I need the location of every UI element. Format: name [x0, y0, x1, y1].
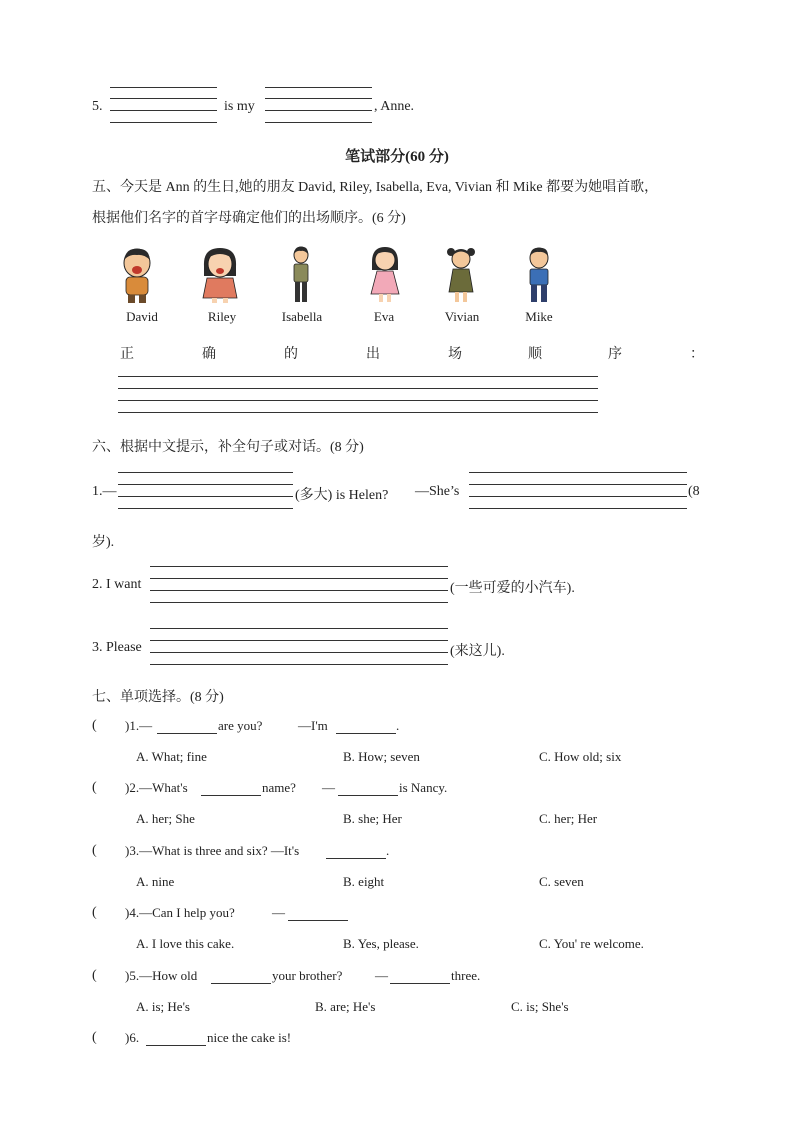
answer-line — [118, 472, 293, 473]
answer-line — [150, 590, 448, 591]
answer-line — [150, 640, 448, 641]
answer-paren-open: ( — [92, 843, 97, 858]
order-label-char: 确 — [202, 347, 216, 362]
part6-q1-end: (8 — [688, 484, 700, 499]
part7-title: 七、单项选择。(8 分) — [92, 690, 224, 705]
mc-option: C. seven — [539, 874, 584, 889]
answer-line — [150, 652, 448, 653]
blank-line — [211, 983, 271, 984]
mc-q5-stem-d: three. — [451, 968, 481, 983]
part6-q1-hint: (多大) is Helen? — [295, 488, 389, 503]
blank-line — [338, 795, 398, 796]
kid-name: David — [126, 309, 158, 324]
answer-line — [469, 484, 687, 485]
mc-q2-stem-d: is Nancy. — [399, 780, 448, 795]
mc-option: B. she; Her — [343, 811, 402, 826]
mc-option: C. How old; six — [539, 749, 622, 764]
answer-line — [469, 496, 687, 497]
answer-line — [110, 122, 217, 123]
mc-option: B. Yes, please. — [343, 936, 419, 951]
answer-line — [265, 122, 372, 123]
answer-line — [118, 412, 598, 413]
mc-option: A. What; fine — [136, 749, 207, 764]
mc-q1-stem-a: )1.— — [125, 718, 153, 733]
kid-name: Eva — [373, 309, 395, 324]
order-label-char: 顺 — [528, 347, 542, 362]
order-label-char: 正 — [120, 347, 134, 362]
order-label-char: 的 — [284, 347, 298, 362]
part6-q2-prefix: 2. I want — [92, 577, 142, 592]
mc-q6-stem-a: )6. — [125, 1030, 140, 1045]
mc-q1-stem-d: . — [396, 718, 400, 733]
order-label-char: ： — [690, 347, 704, 362]
answer-paren-open: ( — [92, 1030, 97, 1045]
mc-option: A. is; He's — [136, 999, 190, 1014]
boy-mike-illustration — [525, 246, 553, 304]
kid-name: Mike — [525, 309, 553, 324]
q5-mid-text: is my — [224, 99, 255, 114]
mc-option: A. her; She — [136, 811, 195, 826]
mc-q3-stem-a: )3.—What is three and six? —It's — [125, 843, 300, 858]
answer-line — [469, 472, 687, 473]
kid-name: Riley — [207, 309, 237, 324]
answer-line — [150, 664, 448, 665]
blank-line — [288, 920, 348, 921]
boy-david-illustration — [116, 246, 158, 304]
answer-line — [118, 376, 598, 377]
mc-q2-stem-b: name? — [262, 780, 296, 795]
blank-line — [326, 858, 386, 859]
answer-paren-open: ( — [92, 718, 97, 733]
answer-line — [110, 110, 217, 111]
answer-line — [118, 508, 293, 509]
blank-line — [146, 1045, 206, 1046]
order-label-char: 出 — [366, 347, 380, 362]
mc-q3-stem-d: . — [386, 843, 390, 858]
mc-q4-stem-c: — — [272, 905, 285, 920]
mc-q1-stem-b: are you? — [218, 718, 263, 733]
part6-title: 六、根据中文提示，补全句子或对话。(8 分) — [92, 440, 364, 455]
answer-line — [265, 110, 372, 111]
mc-option: C. is; She's — [511, 999, 569, 1014]
answer-line — [150, 566, 448, 567]
answer-line — [118, 388, 598, 389]
kid-name: Isabella — [281, 309, 323, 324]
girl-eva-illustration — [368, 246, 402, 304]
mc-q1-stem-c: —I'm — [298, 718, 328, 733]
blank-line — [390, 983, 450, 984]
answer-paren-open: ( — [92, 905, 97, 920]
girl-riley-illustration — [199, 246, 241, 304]
kid-name: Vivian — [444, 309, 480, 324]
answer-line — [265, 98, 372, 99]
blank-line — [336, 733, 396, 734]
mc-option: C. You' re welcome. — [539, 936, 644, 951]
answer-line — [118, 400, 598, 401]
answer-line — [150, 628, 448, 629]
question-number: 5. — [92, 99, 103, 114]
answer-paren-open: ( — [92, 780, 97, 795]
part5-title-line2: 根据他们名字的首字母确定他们的出场顺序。(6 分) — [92, 211, 406, 226]
mc-q2-stem-c: — — [322, 780, 335, 795]
girl-vivian-illustration — [446, 246, 476, 304]
mc-option: C. her; Her — [539, 811, 598, 826]
answer-line — [150, 578, 448, 579]
part6-q1-prefix: 1.— — [92, 484, 117, 499]
blank-line — [157, 733, 217, 734]
mc-option: B. How; seven — [343, 749, 420, 764]
part6-q3-prefix: 3. Please — [92, 640, 142, 655]
order-label-char: 序 — [608, 347, 622, 362]
answer-paren-open: ( — [92, 968, 97, 983]
mc-q4-stem-a: )4.—Can I help you? — [125, 905, 235, 920]
mc-q5-stem-c: — — [375, 968, 388, 983]
answer-line — [118, 496, 293, 497]
part6-q1-wrap: 岁). — [92, 535, 115, 550]
part6-q2-hint: (一些可爱的小汽车). — [450, 581, 575, 596]
mc-option: A. I love this cake. — [136, 936, 235, 951]
answer-line — [469, 508, 687, 509]
answer-line — [150, 602, 448, 603]
order-label-char: 场 — [448, 347, 462, 362]
part6-q3-hint: (来这儿). — [450, 644, 505, 659]
mc-option: A. nine — [136, 874, 175, 889]
part6-q1-mid: —She’s — [415, 484, 460, 499]
mc-option: B. are; He's — [315, 999, 376, 1014]
q5-end-text: , Anne. — [374, 99, 415, 114]
mc-q5-stem-b: your brother? — [272, 968, 343, 983]
mc-option: B. eight — [343, 874, 385, 889]
part5-title-line1: 五、今天是 Ann 的生日,她的朋友 David, Riley, Isabella, Eva, Vivian 和 Mike 都要为她唱首歌， — [92, 180, 659, 195]
mc-q2-stem-a: )2.—What's — [125, 780, 188, 795]
answer-line — [118, 484, 293, 485]
section-title: 笔试部分(60 分) — [345, 149, 449, 165]
blank-line — [201, 795, 261, 796]
answer-line — [110, 98, 217, 99]
mc-q6-stem-b: nice the cake is! — [207, 1030, 292, 1045]
girl-isabella-illustration — [288, 246, 314, 304]
answer-line — [110, 87, 217, 88]
answer-line — [265, 87, 372, 88]
mc-q5-stem-a: )5.—How old — [125, 968, 198, 983]
